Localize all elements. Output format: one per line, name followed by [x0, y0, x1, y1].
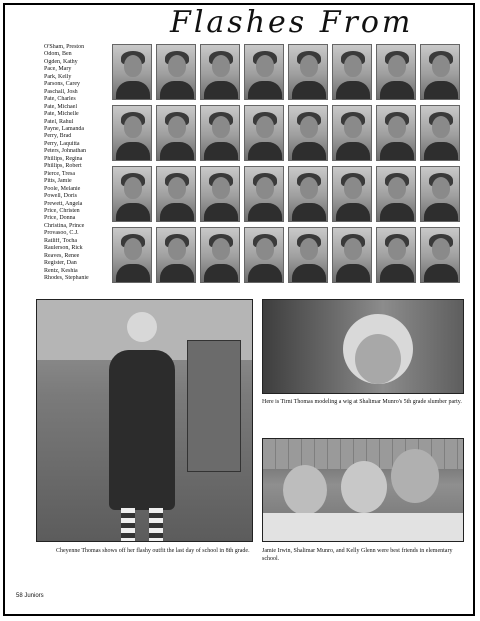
portrait-head — [344, 55, 362, 77]
photo-face-2 — [341, 461, 387, 513]
student-portrait — [244, 44, 284, 100]
student-portrait — [332, 105, 372, 161]
student-portrait — [420, 166, 460, 222]
student-name: Peters, Johnathan — [44, 148, 86, 155]
student-name: Phillips, Robert — [44, 163, 82, 170]
portrait-head — [168, 238, 186, 260]
portrait-head — [432, 238, 450, 260]
portrait-body — [292, 264, 326, 283]
student-name: Phillips, Regina — [44, 155, 83, 162]
student-name: Pitts, Jamie — [44, 178, 72, 185]
portrait-body — [424, 203, 458, 222]
portrait-body — [380, 203, 414, 222]
student-name: Patel, Rahul — [44, 118, 74, 125]
student-portrait — [200, 44, 240, 100]
photo-three-friends — [262, 438, 464, 542]
portrait-body — [380, 81, 414, 100]
student-name: Park, Kelly — [44, 73, 72, 80]
portrait-head — [432, 177, 450, 199]
portrait-body — [204, 203, 238, 222]
portrait-head — [124, 116, 142, 138]
portrait-head — [256, 238, 274, 260]
student-name: O'Sham, Preston — [44, 44, 85, 50]
portrait-body — [292, 203, 326, 222]
photo-leg-right — [149, 508, 163, 542]
student-name: Pate, Charles — [44, 96, 76, 103]
portrait-body — [380, 264, 414, 283]
student-name: Odom, Ben — [44, 51, 72, 58]
student-portrait — [156, 227, 196, 283]
portrait-body — [292, 81, 326, 100]
portrait-head — [212, 177, 230, 199]
portrait-head — [124, 238, 142, 260]
portrait-head — [344, 238, 362, 260]
portrait-head — [212, 116, 230, 138]
portrait-body — [204, 264, 238, 283]
student-name: Christina, Prince — [44, 222, 85, 229]
portrait-head — [432, 116, 450, 138]
student-name: Raulerson, Rick — [44, 245, 83, 252]
photo-face-1 — [283, 465, 327, 515]
student-name: Pate, Michelle — [44, 111, 79, 118]
portrait-head — [300, 55, 318, 77]
portrait-body — [160, 203, 194, 222]
portrait-head — [168, 116, 186, 138]
student-name: Prewett, Angela — [44, 200, 83, 207]
portrait-head — [388, 177, 406, 199]
student-portrait — [112, 44, 152, 100]
portrait-body — [248, 142, 282, 161]
portrait-body — [424, 264, 458, 283]
student-portrait — [288, 105, 328, 161]
student-name: Perry, Brad — [44, 133, 72, 140]
page-title: Flashes From — [170, 5, 414, 40]
student-portrait — [420, 227, 460, 283]
portrait-body — [116, 81, 150, 100]
student-portrait — [244, 227, 284, 283]
student-portrait — [420, 105, 460, 161]
student-name: Reaves, Renee — [44, 252, 80, 259]
portrait-body — [204, 81, 238, 100]
photo-shirts — [263, 513, 464, 542]
portrait-head — [388, 116, 406, 138]
portrait-head — [168, 177, 186, 199]
portrait-head — [300, 177, 318, 199]
portrait-body — [160, 142, 194, 161]
photo-leg-left — [121, 508, 135, 542]
portrait-head — [212, 238, 230, 260]
student-name: Register, Dan — [44, 260, 77, 267]
student-name: Price, Christen — [44, 207, 80, 214]
portrait-body — [116, 142, 150, 161]
student-name: Ogden, Kathy — [44, 58, 78, 65]
portrait-body — [160, 81, 194, 100]
portrait-body — [380, 142, 414, 161]
student-portrait — [332, 166, 372, 222]
caption-3: Jamie Irwin, Shalimar Munro, and Kelly Glenn were best friends in elementary school. — [262, 548, 453, 562]
portrait-body — [424, 81, 458, 100]
name-list — [44, 44, 108, 283]
photo-tirni-thomas — [262, 299, 464, 394]
portrait-body — [248, 81, 282, 100]
student-name: Ratliff, Tocha — [44, 237, 78, 244]
student-name: Pierce, Tresa — [44, 170, 75, 177]
caption-2: Here is Tirni Thomas modeling a wig at Shalimar Munro's 5th grade slumber party. — [262, 399, 462, 405]
student-portrait — [288, 166, 328, 222]
student-name: Payne, Lamanda — [44, 125, 84, 132]
portrait-grid — [112, 44, 464, 288]
student-name: Rentz, Keshia — [44, 267, 78, 274]
student-portrait — [376, 166, 416, 222]
student-portrait — [376, 105, 416, 161]
portrait-body — [336, 203, 370, 222]
photo-face-3 — [391, 449, 439, 503]
student-portrait — [288, 227, 328, 283]
student-portrait — [156, 44, 196, 100]
photo-dress — [109, 350, 175, 510]
student-portrait — [200, 105, 240, 161]
student-name: Parsons, Carey — [44, 81, 80, 88]
student-portrait — [112, 105, 152, 161]
portrait-head — [388, 55, 406, 77]
portrait-head — [124, 177, 142, 199]
portrait-head — [256, 116, 274, 138]
portrait-head — [300, 116, 318, 138]
portrait-head — [212, 55, 230, 77]
portrait-body — [116, 264, 150, 283]
photo-cheyenne-thomas — [36, 299, 253, 542]
photo-face — [355, 334, 401, 384]
portrait-body — [292, 142, 326, 161]
portrait-head — [256, 177, 274, 199]
photo-door — [187, 340, 241, 472]
portrait-head — [124, 55, 142, 77]
portrait-head — [168, 55, 186, 77]
portrait-head — [388, 238, 406, 260]
student-portrait — [420, 44, 460, 100]
portrait-body — [248, 264, 282, 283]
portrait-body — [248, 203, 282, 222]
portrait-body — [116, 203, 150, 222]
photo-head — [127, 312, 157, 342]
page-footer: 58 Juniors — [16, 593, 44, 599]
student-name: Price, Donna — [44, 215, 76, 222]
portrait-head — [256, 55, 274, 77]
student-name: Powell, Doris — [44, 193, 77, 200]
caption-1: Cheyenne Thomas shows off her flashy outfit the last day of school in 8th grade. — [56, 548, 250, 554]
student-portrait — [112, 166, 152, 222]
student-name: Poole, Melanie — [44, 185, 81, 192]
student-name: Paschall, Josh — [44, 88, 78, 95]
student-portrait — [332, 227, 372, 283]
student-name: Provasoo, C.J. — [44, 230, 79, 237]
student-portrait — [200, 166, 240, 222]
student-portrait — [112, 227, 152, 283]
student-portrait — [156, 105, 196, 161]
student-name: Perry, Laquitta — [44, 140, 80, 147]
portrait-head — [344, 177, 362, 199]
portrait-body — [336, 264, 370, 283]
portrait-body — [160, 264, 194, 283]
portrait-body — [424, 142, 458, 161]
student-portrait — [376, 44, 416, 100]
portrait-body — [204, 142, 238, 161]
portrait-head — [300, 238, 318, 260]
student-portrait — [244, 105, 284, 161]
portrait-body — [336, 142, 370, 161]
student-portrait — [332, 44, 372, 100]
student-portrait — [288, 44, 328, 100]
student-portrait — [200, 227, 240, 283]
student-portrait — [376, 227, 416, 283]
portrait-head — [432, 55, 450, 77]
student-portrait — [244, 166, 284, 222]
student-name: Pace, Mary — [44, 66, 72, 73]
student-name: Rhodes, Stephanie — [44, 275, 89, 282]
student-name: Pate, Michael — [44, 103, 77, 110]
portrait-head — [344, 116, 362, 138]
portrait-body — [336, 81, 370, 100]
student-portrait — [156, 166, 196, 222]
